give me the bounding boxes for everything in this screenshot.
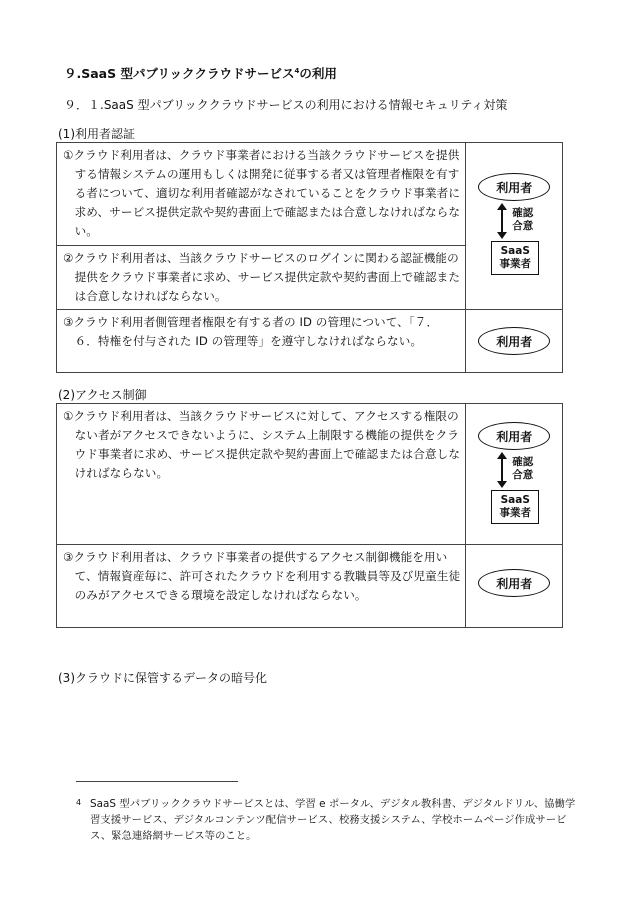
confirm-label xyxy=(512,207,533,233)
footnote-number: 4 xyxy=(76,798,82,807)
access-figure-cell-2 xyxy=(466,545,563,628)
footnote-ref[interactable]: 4 xyxy=(294,66,300,75)
table-row xyxy=(57,143,563,246)
confirm-line2: 合意 xyxy=(512,220,534,232)
access-heading: (2)アクセス制御 xyxy=(58,388,147,402)
double-arrow-icon xyxy=(496,203,508,239)
saas-line1: SaaS xyxy=(500,494,530,506)
footnote-text: SaaS 型パブリッククラウドサービスとは、学習 e ポータル、デジタル教科書、デジタルドリル、協働学習支援サービス、デジタルコンテンツ配信サービス、校務支援システム、学校ホームページ作成サービス、緊急連絡網サービス等のこと。 xyxy=(90,798,576,842)
confirm-line1: 確認 xyxy=(512,207,534,219)
auth-row-3 xyxy=(57,310,466,373)
requirement-text: ②クラウド利用者は、当該クラウドサービスのログインに関わる認証機能の提供をクラウド事業者に求め、サービス提供定款や契約書面上で確認または合意しなければならない。 xyxy=(63,251,461,303)
saas-provider-box xyxy=(491,490,539,524)
saas-line1: SaaS xyxy=(500,245,530,257)
confirm-line1: 確認 xyxy=(512,456,534,468)
section-title xyxy=(64,64,337,82)
footnote xyxy=(76,796,576,844)
saas-line2: 事業者 xyxy=(499,507,532,519)
table-row xyxy=(57,404,563,545)
user-oval: 利用者 xyxy=(478,173,550,201)
access-table xyxy=(56,403,563,628)
requirement-text: ③クラウド利用者は、クラウド事業者の提供するアクセス制御機能を用いて、情報資産毎に、許可されたクラウドを利用する教職員等及び児童生徒のみがアクセスできる環境を設定しなければならない。 xyxy=(63,550,461,602)
access-figure-cell xyxy=(466,404,563,545)
requirement-text: ③クラウド利用者側管理者権限を有する者の ID の管理について、「７．６．特権を付与された ID の管理等」を遵守しなければならない。 xyxy=(63,315,439,348)
user-oval: 利用者 xyxy=(478,327,550,355)
requirement-text: ①クラウド利用者は、クラウド事業者における当該クラウドサービスを提供する情報システムの運用もしくは開発に従事する者又は管理者権限を有する者について、適切な利用者確認がなされていることをクラウド事業者に求め、サービス提供定款や契約書面上で確認または合意しなければならない。 xyxy=(63,148,461,238)
auth-row-1 xyxy=(57,143,466,246)
double-arrow-icon xyxy=(496,452,508,488)
auth-row-2 xyxy=(57,246,466,310)
footnote-divider xyxy=(76,781,238,782)
confirm-label xyxy=(512,456,533,482)
user-oval: 利用者 xyxy=(478,422,550,450)
encryption-heading: (3)クラウドに保管するデータの暗号化 xyxy=(58,671,267,685)
confirm-line2: 合意 xyxy=(512,469,534,481)
auth-figure-cell xyxy=(466,143,563,310)
access-row-1 xyxy=(57,404,466,545)
user-oval: 利用者 xyxy=(478,569,550,597)
saas-provider-box xyxy=(491,241,539,275)
auth-heading: (1)利用者認証 xyxy=(58,127,135,141)
saas-line2: 事業者 xyxy=(499,258,532,270)
subsection-title: ９．１.SaaS 型パブリッククラウドサービスの利用における情報セキュリティ対策 xyxy=(64,98,508,112)
requirement-text: ①クラウド利用者は、当該クラウドサービスに対して、アクセスする権限のない者がアクセスできないように、システム上制限する機能の提供をクラウド事業者に求め、サービス提供定款や契約書面上で確認または合意しなければならない。 xyxy=(63,409,461,480)
access-row-2 xyxy=(57,545,466,628)
auth-figure-cell-2 xyxy=(466,310,563,373)
section-title-text: ９.SaaS 型パブリッククラウドサービス xyxy=(64,66,295,81)
table-row xyxy=(57,310,563,373)
section-title-suffix: の利用 xyxy=(299,66,337,81)
table-row xyxy=(57,545,563,628)
auth-table xyxy=(56,142,563,373)
